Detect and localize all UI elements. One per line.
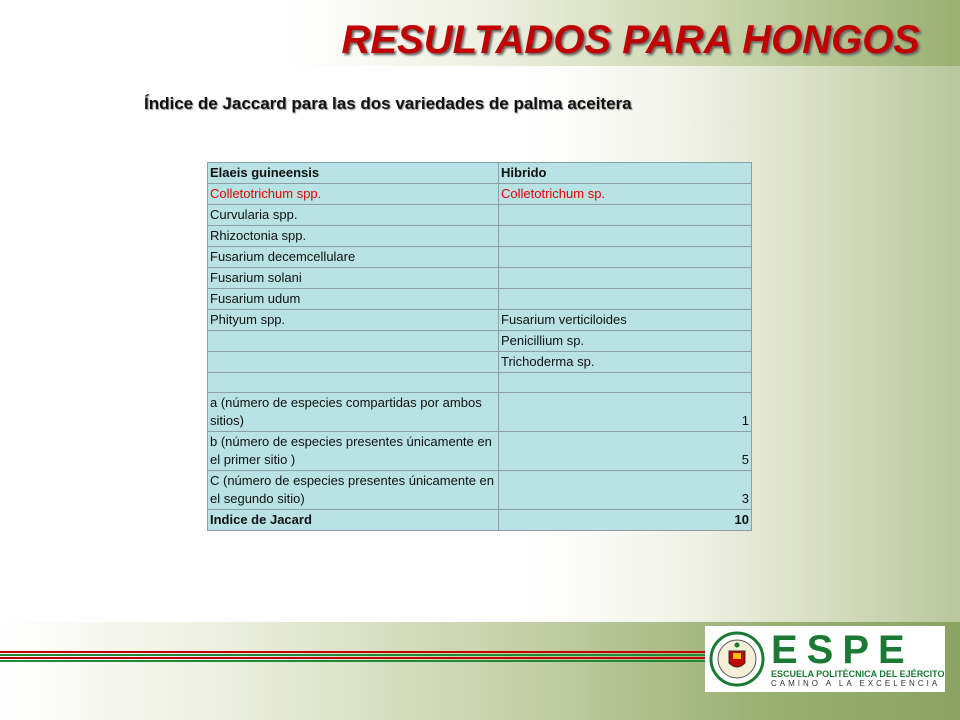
table-cell — [208, 331, 499, 352]
summary-label: a (número de especies compartidas por ambos sitios) — [208, 393, 499, 432]
table-row — [208, 247, 752, 268]
table-row — [208, 373, 752, 393]
table-cell: Colletotrichum sp. — [499, 184, 752, 205]
table-row — [208, 310, 752, 331]
table-header-row — [208, 163, 752, 184]
summary-value: 5 — [499, 432, 752, 471]
table-row — [208, 268, 752, 289]
table-row — [208, 352, 752, 373]
table-cell — [499, 247, 752, 268]
espe-logo — [705, 626, 945, 692]
table-cell: Fusarium verticiloides — [499, 310, 752, 331]
table-cell: Fusarium solani — [208, 268, 499, 289]
table-cell — [208, 373, 499, 393]
table-cell — [499, 205, 752, 226]
logo-motto: CAMINO A LA EXCELENCIA — [771, 678, 941, 688]
espe-seal-icon — [709, 631, 765, 687]
summary-row-c — [208, 471, 752, 510]
table-cell — [499, 268, 752, 289]
logo-institution: ESCUELA POLITÉCNICA DEL EJÉRCITO — [771, 668, 945, 679]
table-cell — [499, 373, 752, 393]
summary-row-b — [208, 432, 752, 471]
logo-letters: ESPE — [771, 627, 914, 672]
summary-value: 1 — [499, 393, 752, 432]
table-subtitle: Índice de Jaccard para las dos variedades de palma aceitera — [144, 94, 632, 113]
table-cell: Colletotrichum spp. — [208, 184, 499, 205]
table-cell: Fusarium decemcellulare — [208, 247, 499, 268]
slide-title: RESULTADOS PARA HONGOS — [341, 18, 920, 62]
jaccard-index-value: 10 — [499, 510, 752, 531]
summary-label: C (número de especies presentes únicamente en el segundo sitio) — [208, 471, 499, 510]
table-cell: Penicillium sp. — [499, 331, 752, 352]
table-row — [208, 331, 752, 352]
jaccard-index-row — [208, 510, 752, 531]
table-cell: Rhizoctonia spp. — [208, 226, 499, 247]
table-cell: Trichoderma sp. — [499, 352, 752, 373]
table-cell: Fusarium udum — [208, 289, 499, 310]
footer-stripes — [0, 651, 705, 665]
jaccard-index-label: Indice de Jacard — [208, 510, 499, 531]
column-header-hibrido: Hibrido — [499, 163, 752, 184]
table-cell: Phityum spp. — [208, 310, 499, 331]
jaccard-table — [207, 162, 752, 531]
table-cell — [208, 352, 499, 373]
summary-row-a — [208, 393, 752, 432]
summary-value: 3 — [499, 471, 752, 510]
column-header-elaeis: Elaeis guineensis — [208, 163, 499, 184]
table-row — [208, 184, 752, 205]
table-cell — [499, 289, 752, 310]
table-cell: Curvularia spp. — [208, 205, 499, 226]
table-row — [208, 289, 752, 310]
table-row — [208, 226, 752, 247]
summary-label: b (número de especies presentes únicamente en el primer sitio ) — [208, 432, 499, 471]
table-row — [208, 205, 752, 226]
table-cell — [499, 226, 752, 247]
